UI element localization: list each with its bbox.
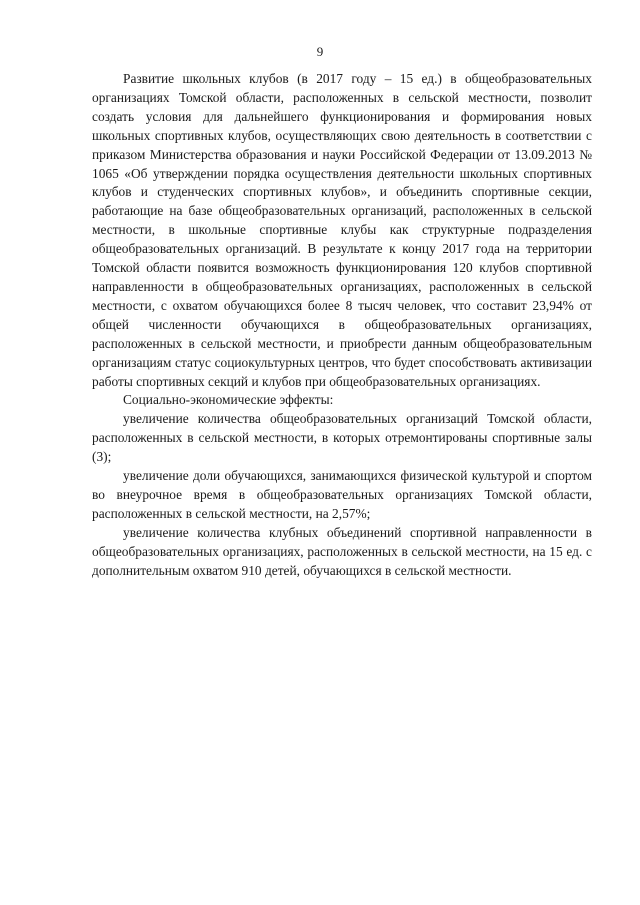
paragraph-effect-gyms: увеличение количества общеобразовательных организаций Томской области, расположенных в сельской местности, в которых отремонтированы спортивные залы (3); xyxy=(92,411,592,465)
paragraph-effects-heading: Социально-экономические эффекты: xyxy=(123,392,334,408)
paragraph-effect-clubs: увеличение количества клубных объединений спортивной направленности в общеобразовательных организациях, расположенных в сельской местности, на 15 ед. с дополнительным охватом 910 детей, обучающихся в сельской местности. xyxy=(92,524,592,578)
page-number: 9 xyxy=(316,44,324,59)
paragraph-effect-students-share: увеличение доли обучающихся, занимающихся физической культурой и спортом во внеурочное время в общеобразовательных организациях Томской области, расположенных в сельской местности, на 2,57%; xyxy=(92,468,592,521)
paragraph-club-development: Развитие школьных клубов (в 2017 году – 15 ед.) в общеобразовательных организациях Томской области, расположенных в сельской местности, позволит создать условия для дальнейшего функционирования и формирования новых школьных спортивных клубов, осуществляющих свою деятельность в соответствии с приказом Министерства образования и науки Российской Федерации от 13.09.2013 № 1065 «Об утверждении порядка осуществления деятельности школьных спортивных клубов и студенческих спортивных клубов», и объединить спортивные секции, работающие на базе общеобразовательных организаций, расположенных в сельской местности, в школьные спортивные клубы как структурные подразделения общеобразовательных организаций. В результате к концу 2017 года на территории Томской области появится возможность функционирования 120 клубов спортивной направленности в общеобразовательных организациях, расположенных в сельской местности, с охватом обучающихся более 8 тысяч человек, что составит 23,94% от общей численности обучающихся в общеобразовательных организациях, расположенных в сельской местности, и приобрести данным общеобразовательным организациям статус социокультурных центров, что будет способствовать активизации работы спортивных секций и клубов при общеобразовательных организациях. xyxy=(92,71,592,389)
document-body xyxy=(92,70,592,580)
